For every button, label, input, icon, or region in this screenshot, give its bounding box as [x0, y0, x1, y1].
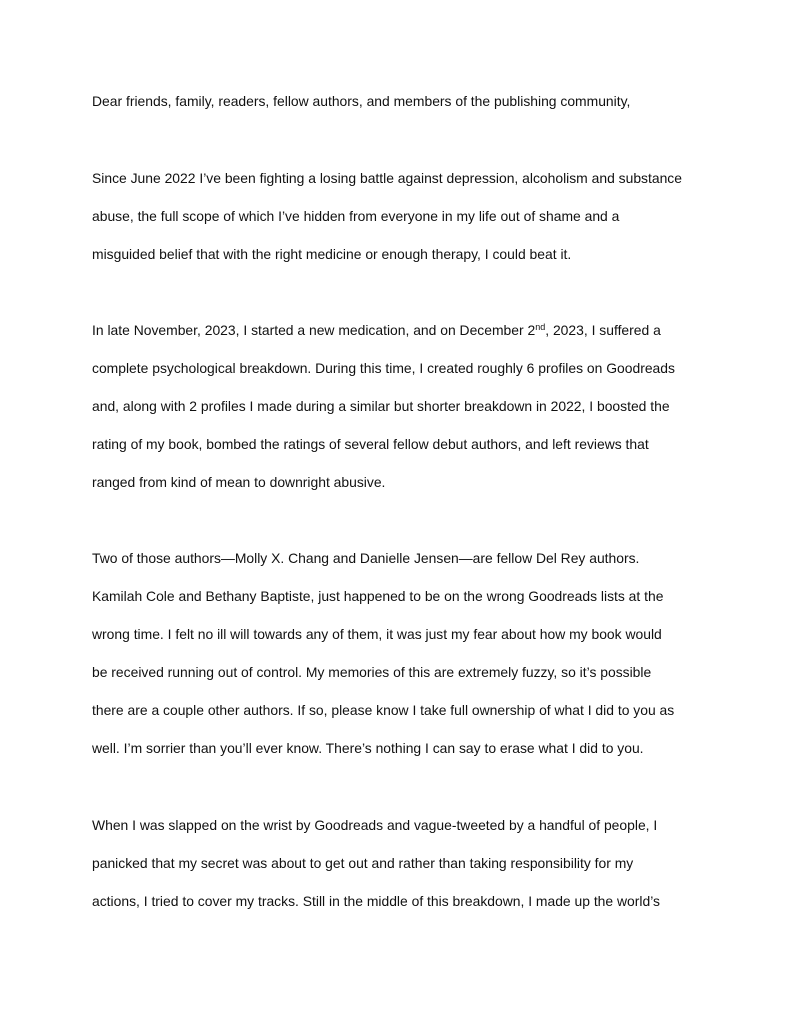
paragraph-1-line-2: abuse, the full scope of which I’ve hidden from everyone in my life out of shame and a [92, 208, 620, 224]
paragraph-1-line-1: Since June 2022 I’ve been fighting a losing battle against depression, alcoholism and substance [92, 170, 682, 186]
paragraph-2-line-3: and, along with 2 profiles I made during a similar but shorter breakdown in 2022, I boosted the [92, 398, 670, 414]
paragraph-3-line-2: Kamilah Cole and Bethany Baptiste, just happened to be on the wrong Goodreads lists at the [92, 588, 664, 604]
paragraph-2-line-4: rating of my book, bombed the ratings of several fellow debut authors, and left reviews that [92, 436, 649, 452]
paragraph-3-line-5: there are a couple other authors. If so, please know I take full ownership of what I did to you as [92, 702, 675, 718]
paragraph-4-line-2: panicked that my secret was about to get out and rather than taking responsibility for my [92, 855, 634, 871]
paragraph-3-line-6: well. I’m sorrier than you’ll ever know. There’s nothing I can say to erase what I did to you. [92, 740, 644, 756]
paragraph-1-line-3: misguided belief that with the right medicine or enough therapy, I could beat it. [92, 246, 572, 262]
paragraph-2-line-2: complete psychological breakdown. During this time, I created roughly 6 profiles on Goodreads [92, 360, 675, 376]
ordinal-superscript: nd [535, 322, 546, 332]
paragraph-2-line-1-before: In late November, 2023, I started a new medication, and on December 2 [92, 322, 536, 338]
paragraph-3-line-3: wrong time. I felt no ill will towards any of them, it was just my fear about how my book would [92, 626, 662, 642]
paragraph-4-line-1: When I was slapped on the wrist by Goodreads and vague-tweeted by a handful of people, I [92, 817, 658, 833]
salutation: Dear friends, family, readers, fellow authors, and members of the publishing community, [92, 93, 631, 109]
paragraph-2-line-1 [92, 321, 661, 339]
paragraph-3-line-4: be received running out of control. My memories of this are extremely fuzzy, so it’s possible [92, 664, 652, 680]
paragraph-3-line-1: Two of those authors—Molly X. Chang and Danielle Jensen—are fellow Del Rey authors. [92, 550, 640, 566]
paragraph-2-line-1-after: , 2023, I suffered a [545, 322, 661, 338]
paragraph-4-line-3: actions, I tried to cover my tracks. Still in the middle of this breakdown, I made up the world’s [92, 893, 660, 909]
paragraph-2-line-5: ranged from kind of mean to downright abusive. [92, 474, 386, 490]
